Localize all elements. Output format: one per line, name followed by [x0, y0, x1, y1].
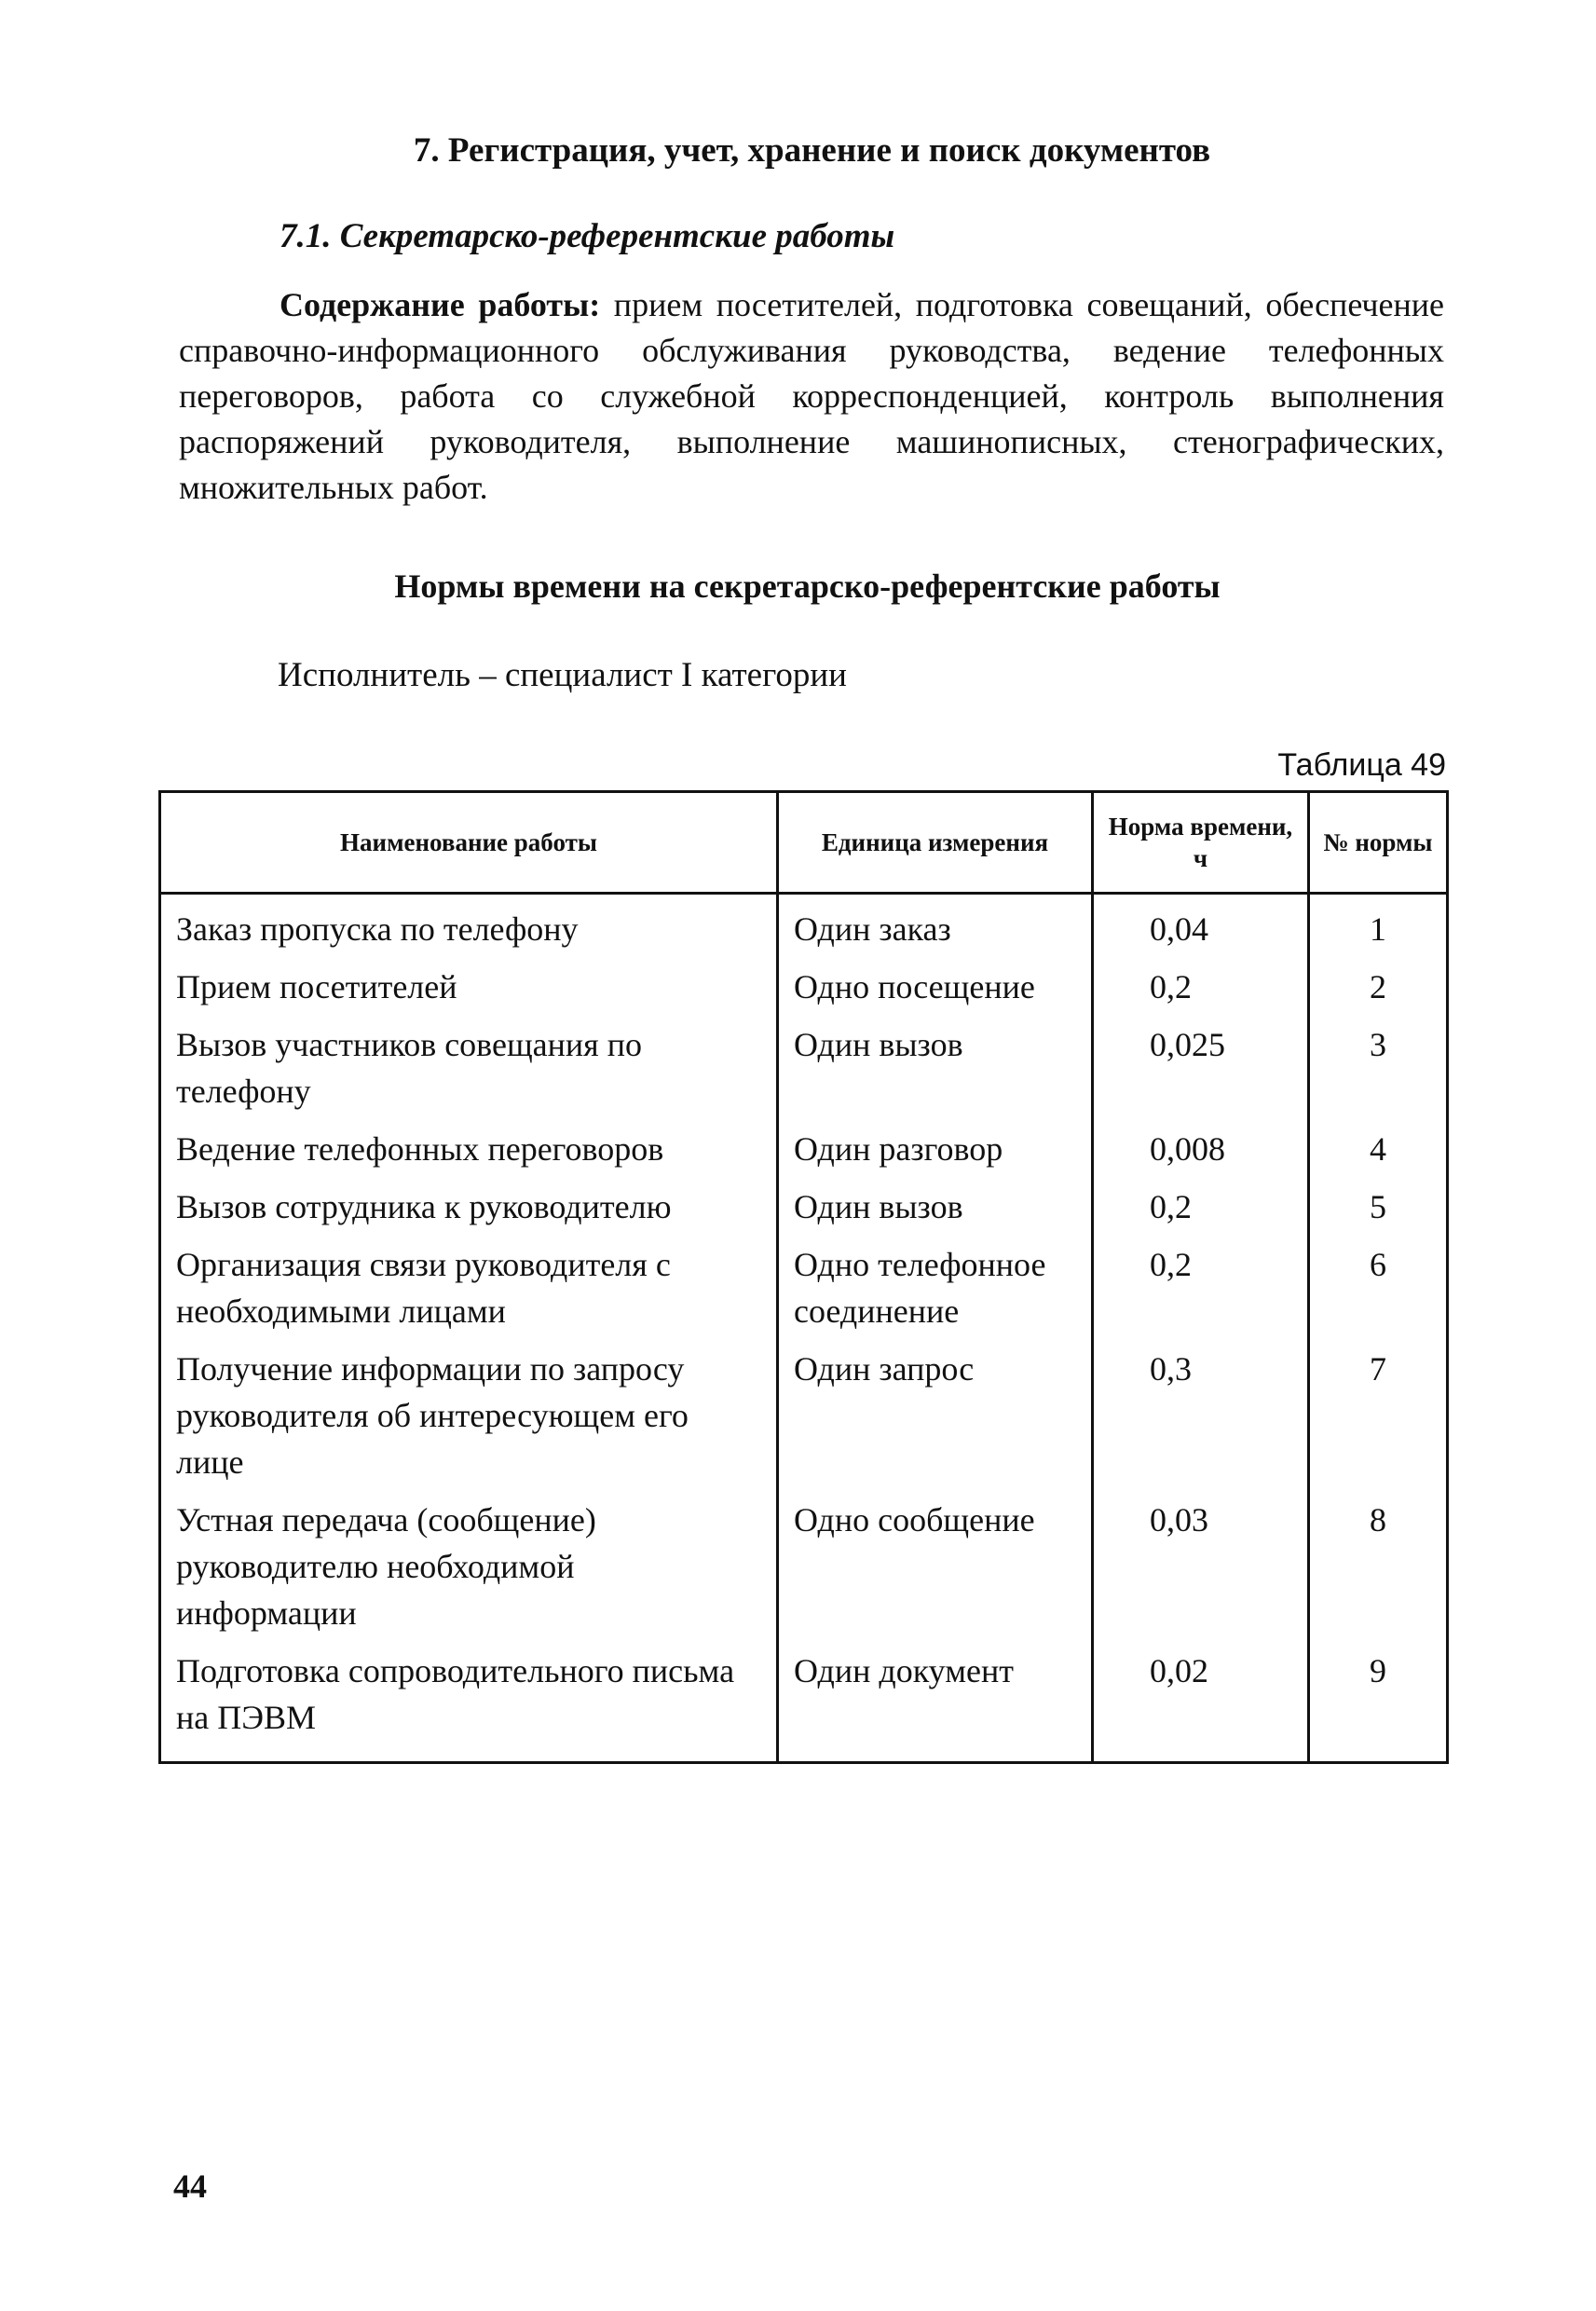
cell-number: 4 [1309, 1114, 1448, 1172]
cell-number: 9 [1309, 1636, 1448, 1763]
executor-line: Исполнитель – специалист I категории [278, 656, 847, 694]
cell-work-name: Подготовка сопроводительного письма на ПЭВМ [160, 1636, 778, 1763]
cell-work-name: Организация связи руководителя с необходимыми лицами [160, 1230, 778, 1334]
table-row [160, 1230, 1448, 1334]
cell-unit: Один документ [778, 1636, 1093, 1763]
cell-norm: 0,025 [1093, 1010, 1309, 1114]
cell-number: 1 [1309, 894, 1448, 953]
header-number: № нормы [1309, 792, 1448, 894]
cell-unit: Одно телефонное соединение [778, 1230, 1093, 1334]
cell-norm: 0,008 [1093, 1114, 1309, 1172]
cell-number: 3 [1309, 1010, 1448, 1114]
cell-norm: 0,3 [1093, 1334, 1309, 1485]
cell-work-name: Получение информации по запросу руководителя об интересующем его лице [160, 1334, 778, 1485]
work-content-paragraph [179, 282, 1444, 511]
table-row [160, 1172, 1448, 1230]
cell-norm: 0,02 [1093, 1636, 1309, 1763]
cell-unit: Один вызов [778, 1010, 1093, 1114]
cell-number: 6 [1309, 1230, 1448, 1334]
page-number: 44 [173, 2167, 207, 2205]
cell-work-name: Вызов участников совещания по телефону [160, 1010, 778, 1114]
cell-work-name: Устная передача (сообщение) руководителю необходимой информации [160, 1485, 778, 1636]
table-row [160, 952, 1448, 1010]
cell-number: 8 [1309, 1485, 1448, 1636]
cell-work-name: Ведение телефонных переговоров [160, 1114, 778, 1172]
table-row [160, 1114, 1448, 1172]
cell-unit: Один разговор [778, 1114, 1093, 1172]
table-row [160, 1485, 1448, 1636]
time-norms-table [158, 790, 1449, 1764]
header-name: Наименование работы [160, 792, 778, 894]
table-header-row [160, 792, 1448, 894]
table-row [160, 1010, 1448, 1114]
cell-unit: Один заказ [778, 894, 1093, 953]
cell-unit: Одно посещение [778, 952, 1093, 1010]
cell-unit: Один запрос [778, 1334, 1093, 1485]
table-row [160, 1334, 1448, 1485]
table-label: Таблица 49 [1277, 747, 1446, 783]
table-row [160, 894, 1448, 953]
cell-norm: 0,04 [1093, 894, 1309, 953]
cell-work-name: Вызов сотрудника к руководителю [160, 1172, 778, 1230]
subsection-title: 7.1. Секретарско-референтские работы [280, 217, 895, 255]
cell-unit: Один вызов [778, 1172, 1093, 1230]
cell-number: 5 [1309, 1172, 1448, 1230]
cell-work-name: Прием посетителей [160, 952, 778, 1010]
cell-work-name: Заказ пропуска по телефону [160, 894, 778, 953]
cell-number: 7 [1309, 1334, 1448, 1485]
section-title: 7. Регистрация, учет, хранение и поиск документов [413, 131, 1211, 170]
cell-norm: 0,2 [1093, 1172, 1309, 1230]
table-row [160, 1636, 1448, 1763]
cell-norm: 0,2 [1093, 1230, 1309, 1334]
cell-unit: Одно сообщение [778, 1485, 1093, 1636]
table-heading: Нормы времени на секретарско-референтские работы [394, 567, 1221, 605]
cell-norm: 0,03 [1093, 1485, 1309, 1636]
header-norm: Норма времени, ч [1093, 792, 1309, 894]
paragraph-text: прием посетителей, подготовка совещаний, обеспечение справочно-информационного обслуживания руководства, ведение телефонных переговоров, работа со служебной корреспонденцией, контроль выполнения распоряжений руководителя, выполнение машинописных, стенографических, множительных работ. [179, 286, 1445, 506]
header-unit: Единица измерения [778, 792, 1093, 894]
paragraph-lead: Содержание работы: [280, 286, 601, 323]
cell-norm: 0,2 [1093, 952, 1309, 1010]
cell-number: 2 [1309, 952, 1448, 1010]
